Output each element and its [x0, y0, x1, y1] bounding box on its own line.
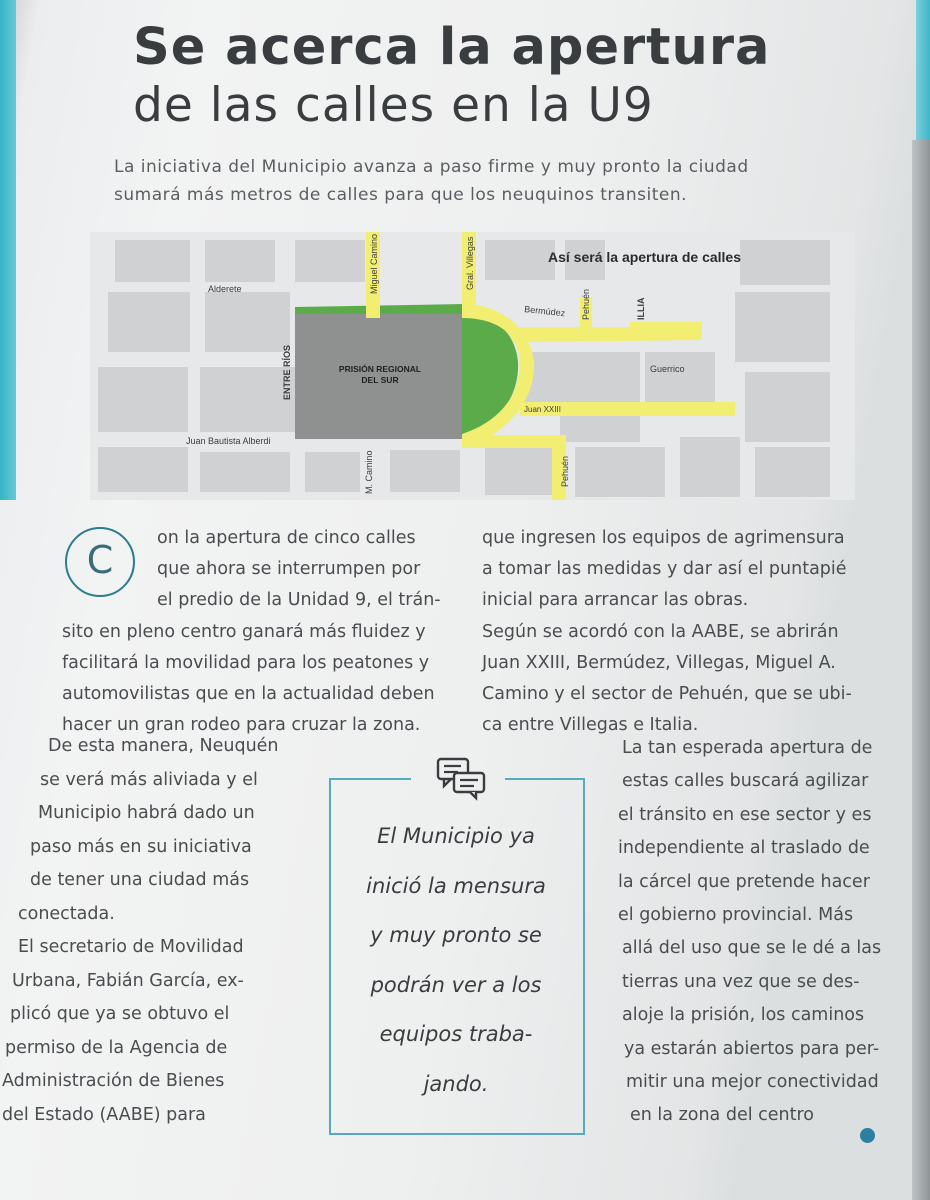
- lead-line: La iniciativa del Municipio avanza a paso firme y muy pronto la ciudad: [114, 157, 749, 177]
- text-line: sito en pleno centro ganará más fluidez y: [62, 621, 426, 642]
- text-line: ya estarán abiertos para per-: [624, 1038, 880, 1059]
- prison-label-line-1: PRISIÓN REGIONAL: [338, 364, 422, 374]
- headline-line-2: de las calles en la U9: [133, 78, 654, 133]
- text-line: on la apertura de cinco calles: [157, 528, 416, 548]
- headline-line-1: Se acerca la apertura: [133, 18, 771, 77]
- text-line: hacer un gran rodeo para cruzar la zona.: [62, 715, 421, 736]
- text-line: El secretario de Movilidad: [18, 937, 244, 957]
- speech-bubbles-icon: [436, 755, 488, 801]
- street-label-entre-rios: ENTRE RÍOS: [282, 344, 292, 400]
- text-line: que ingresen los equipos de agrimensura: [482, 528, 845, 548]
- street-label-pehuen-bottom: Pehuén: [560, 455, 570, 487]
- text-line: a tomar las medidas y dar así el puntapié: [482, 559, 847, 580]
- text-line: el predio de la Unidad 9, el trán-: [157, 590, 441, 611]
- text-line: Urbana, Fabián García, ex-: [12, 970, 244, 991]
- street-label-illia: ILLIA: [636, 297, 646, 320]
- text-line: podrán ver a los: [370, 972, 542, 997]
- text-line: se verá más aliviada y el: [40, 769, 258, 790]
- text-line: paso más en su iniciativa: [30, 836, 252, 857]
- street-label-alberdi: Juan Bautista Alberdi: [186, 436, 271, 446]
- pullquote-top-border-right: [505, 778, 583, 780]
- text-line: mitir una mejor conectividad: [626, 1072, 879, 1092]
- prison-label-line-2: DEL SUR: [361, 375, 399, 385]
- lead-line: sumará más metros de calles para que los neuquinos transiten.: [114, 185, 687, 205]
- pullquote-top-border-left: [329, 778, 411, 780]
- street-label-pehuen-top: Pehuén: [581, 288, 591, 320]
- text-line: Según se acordó con la AABE, se abrirán: [482, 621, 839, 642]
- lead-paragraph: [114, 153, 814, 209]
- text-line: Juan XXIII, Bermúdez, Villegas, Miguel A.: [482, 652, 836, 673]
- text-line: Camino y el sector de Pehuén, que se ubi-: [482, 684, 852, 704]
- text-line: aloje la prisión, los caminos: [622, 1005, 865, 1026]
- text-line: tierras una vez que se des-: [622, 971, 860, 992]
- text-line: el tránsito en ese sector y es: [618, 804, 872, 825]
- text-line: permiso de la Agencia de: [5, 1037, 228, 1058]
- text-line: Municipio habrá dado un: [38, 803, 255, 823]
- end-of-article-dot: [860, 1128, 875, 1143]
- text-line: inicial para arrancar las obras.: [482, 590, 749, 611]
- next-page-edge: [916, 0, 930, 140]
- text-line: en la zona del centro: [630, 1105, 814, 1126]
- text-line: facilitará la movilidad para los peatones y: [62, 652, 430, 673]
- text-line: De esta manera, Neuquén: [48, 736, 279, 756]
- text-line: conectada.: [18, 903, 115, 924]
- text-line: La tan esperada apertura de: [622, 738, 873, 758]
- text-line: la cárcel que pretende hacer: [618, 871, 870, 892]
- street-label-juan-xxiii: Juan XXIII: [524, 405, 561, 414]
- text-line: automovilistas que en la actualidad deben: [62, 684, 435, 704]
- text-line: independiente al traslado de: [618, 838, 870, 859]
- text-line: y muy pronto se: [370, 923, 542, 947]
- street-label-bermudez: Bermúdez: [523, 304, 566, 319]
- street-label-m-camino: M. Camino: [364, 450, 374, 494]
- text-line: estas calles buscará agilizar: [622, 771, 869, 792]
- drop-cap: C: [65, 527, 135, 597]
- street-map: [90, 232, 855, 500]
- text-line: de tener una ciudad más: [30, 870, 250, 890]
- text-line: plicó que ya se obtuvo el: [10, 1004, 230, 1024]
- map-heading: Así será la apertura de calles: [548, 249, 741, 265]
- street-label-miguel-camino: Miguel Camino: [369, 233, 379, 294]
- text-line: equipos traba-: [379, 1022, 533, 1046]
- text-line: el gobierno provincial. Más: [618, 905, 854, 925]
- text-line: jando.: [423, 1071, 489, 1096]
- text-line: ca entre Villegas e Italia.: [482, 715, 699, 736]
- text-line: Administración de Bienes: [2, 1071, 225, 1091]
- previous-page-edge: [0, 0, 16, 500]
- text-line: El Municipio ya: [377, 824, 535, 848]
- text-line: del Estado (AABE) para: [2, 1104, 206, 1125]
- street-label-alderete: Alderete: [208, 284, 242, 294]
- street-label-guerrico: Guerrico: [650, 364, 685, 374]
- text-line: inició la mensura: [366, 873, 546, 898]
- next-page-edge-shadow: [912, 140, 930, 1200]
- text-line: que ahora se interrumpen por: [157, 559, 421, 580]
- street-label-villegas: Gral. Villegas: [465, 236, 475, 290]
- text-line: allá del uso que se le dé a las: [622, 938, 882, 959]
